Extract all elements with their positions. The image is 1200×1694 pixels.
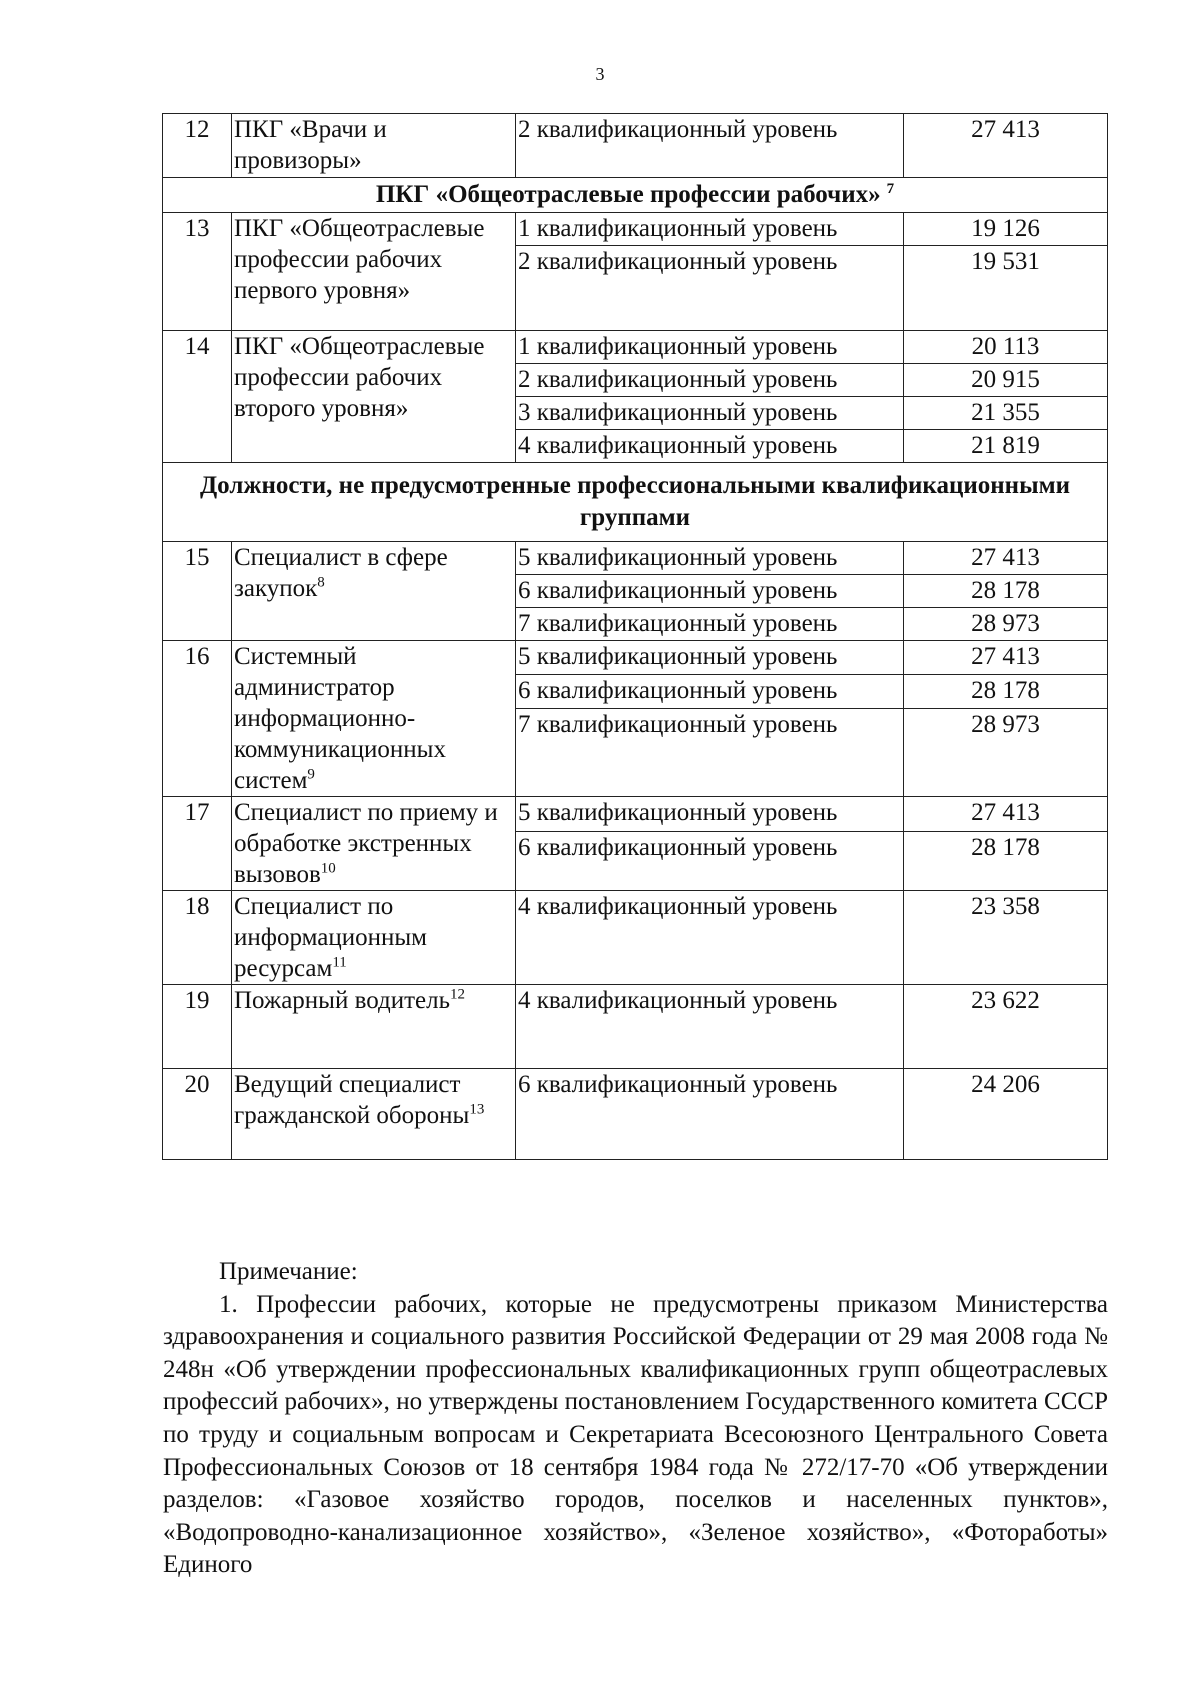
qualification-level-cell: 2 квалификационный уровень	[516, 114, 904, 178]
row-number-cell: 13	[163, 213, 232, 331]
salary-cell: 20 915	[904, 364, 1108, 397]
footnote-ref: 10	[320, 860, 336, 877]
qualification-level-cell: 5 квалификационный уровень	[516, 641, 904, 675]
position-name: Специалист в сфере закупок	[234, 544, 448, 602]
qualification-level-cell: 7 квалификационный уровень	[516, 608, 904, 641]
qualification-level-cell: 4 квалификационный уровень	[516, 891, 904, 985]
page-number: 3	[595, 64, 605, 84]
table-row	[163, 542, 1108, 575]
footnote-ref: 13	[469, 1101, 485, 1118]
note-paragraph-1: 1. Профессии рабочих, которые не предусмотрены приказом Министерства здравоохранения и социального развития Российской Федерации от 29 мая 2008 года № 248н «Об утверждении профессиональных квалификационных групп общеотраслевых профессий рабочих», но утверждены постановлением Государственного комитета СССР по труду и социальным вопросам и Секретариата Всесоюзного Центрального Совета Профессиональных Союзов от 18 сентября 1984 года № 272/17-70 «Об утверждении разделов: «Газовое хозяйство городов, поселков и населенных пунктов», «Водопроводно-канализационное хозяйство», «Зеленое хозяйство», «Фотоработы» Единого	[163, 1290, 1108, 1579]
salary-cell: 27 413	[904, 641, 1108, 675]
row-number-cell: 16	[163, 641, 232, 797]
note-block	[163, 1256, 1108, 1582]
footnote-ref: 9	[307, 766, 315, 783]
qualification-level-cell: 6 квалификационный уровень	[516, 575, 904, 608]
position-name: ПКГ «Общеотраслевые профессии рабочих первого уровня»	[234, 215, 485, 304]
qualification-level-cell: 3 квалификационный уровень	[516, 397, 904, 430]
salary-cell: 21 819	[904, 430, 1108, 463]
table-row	[163, 797, 1108, 832]
table-row	[163, 891, 1108, 985]
row-number-cell: 14	[163, 331, 232, 463]
salary-cell: 27 413	[904, 114, 1108, 178]
table-row	[163, 114, 1108, 178]
position-name-cell	[232, 985, 516, 1069]
footnote-ref: 8	[317, 574, 325, 591]
qualification-level-cell: 5 квалификационный уровень	[516, 797, 904, 832]
qualification-level-cell: 2 квалификационный уровень	[516, 364, 904, 397]
row-number-cell: 12	[163, 114, 232, 178]
row-number-cell: 20	[163, 1069, 232, 1160]
row-number-cell: 18	[163, 891, 232, 985]
position-name: Специалист по приему и обработке экстренных вызовов	[234, 799, 498, 888]
position-name-cell	[232, 797, 516, 891]
footnote-ref: 11	[332, 954, 347, 971]
salary-cell: 28 178	[904, 675, 1108, 709]
salary-cell: 28 178	[904, 575, 1108, 608]
salary-cell: 24 206	[904, 1069, 1108, 1160]
row-number-cell: 19	[163, 985, 232, 1069]
position-name: ПКГ «Общеотраслевые профессии рабочих второго уровня»	[234, 333, 485, 422]
salary-cell: 23 622	[904, 985, 1108, 1069]
row-number-cell: 15	[163, 542, 232, 641]
position-name: Пожарный водитель	[234, 987, 451, 1014]
section-row	[163, 178, 1108, 213]
qualification-level-cell: 4 квалификационный уровень	[516, 985, 904, 1069]
qualification-level-cell: 6 квалификационный уровень	[516, 675, 904, 709]
section-row	[163, 463, 1108, 542]
position-name: Системный администратор информационно-коммуникационных систем	[234, 643, 446, 794]
footnote-ref: 7	[886, 180, 895, 197]
qualification-level-cell: 5 квалификационный уровень	[516, 542, 904, 575]
section-title: Должности, не предусмотренные профессиональными квалификационными группами	[199, 472, 1071, 531]
position-name: Специалист по информационным ресурсам	[234, 893, 427, 982]
row-number-cell: 17	[163, 797, 232, 891]
qualification-level-cell: 2 квалификационный уровень	[516, 246, 904, 331]
position-name: ПКГ «Врачи и провизоры»	[234, 116, 387, 174]
qualification-level-cell: 1 квалификационный уровень	[516, 213, 904, 246]
table-row	[163, 641, 1108, 675]
salary-cell: 28 973	[904, 608, 1108, 641]
table-row	[163, 331, 1108, 364]
qualification-level-cell: 6 квалификационный уровень	[516, 832, 904, 891]
table-row	[163, 985, 1108, 1069]
footnote-ref: 12	[450, 986, 466, 1003]
qualification-level-cell: 6 квалификационный уровень	[516, 1069, 904, 1160]
salary-cell: 19 531	[904, 246, 1108, 331]
salary-cell: 28 973	[904, 709, 1108, 797]
table-row	[163, 213, 1108, 246]
position-name: Ведущий специалист гражданской обороны	[234, 1071, 470, 1129]
position-name-cell	[232, 641, 516, 797]
salary-cell: 19 126	[904, 213, 1108, 246]
salary-cell: 27 413	[904, 797, 1108, 832]
qualification-level-cell: 7 квалификационный уровень	[516, 709, 904, 797]
salary-cell: 28 178	[904, 832, 1108, 891]
note-title: Примечание:	[219, 1258, 358, 1285]
salary-table-body	[163, 114, 1108, 1160]
salary-cell: 27 413	[904, 542, 1108, 575]
table-row	[163, 1069, 1108, 1160]
qualification-level-cell: 4 квалификационный уровень	[516, 430, 904, 463]
position-name-cell	[232, 331, 516, 463]
position-name-cell	[232, 213, 516, 331]
section-title-cell	[163, 463, 1108, 542]
salary-table	[162, 113, 1108, 1160]
salary-cell: 23 358	[904, 891, 1108, 985]
section-title-cell	[163, 178, 1108, 213]
position-name-cell	[232, 542, 516, 641]
salary-cell: 20 113	[904, 331, 1108, 364]
position-name-cell	[232, 891, 516, 985]
salary-cell: 21 355	[904, 397, 1108, 430]
position-name-cell	[232, 114, 516, 178]
position-name-cell	[232, 1069, 516, 1160]
qualification-level-cell: 1 квалификационный уровень	[516, 331, 904, 364]
section-title: ПКГ «Общеотраслевые профессии рабочих»	[375, 181, 881, 208]
